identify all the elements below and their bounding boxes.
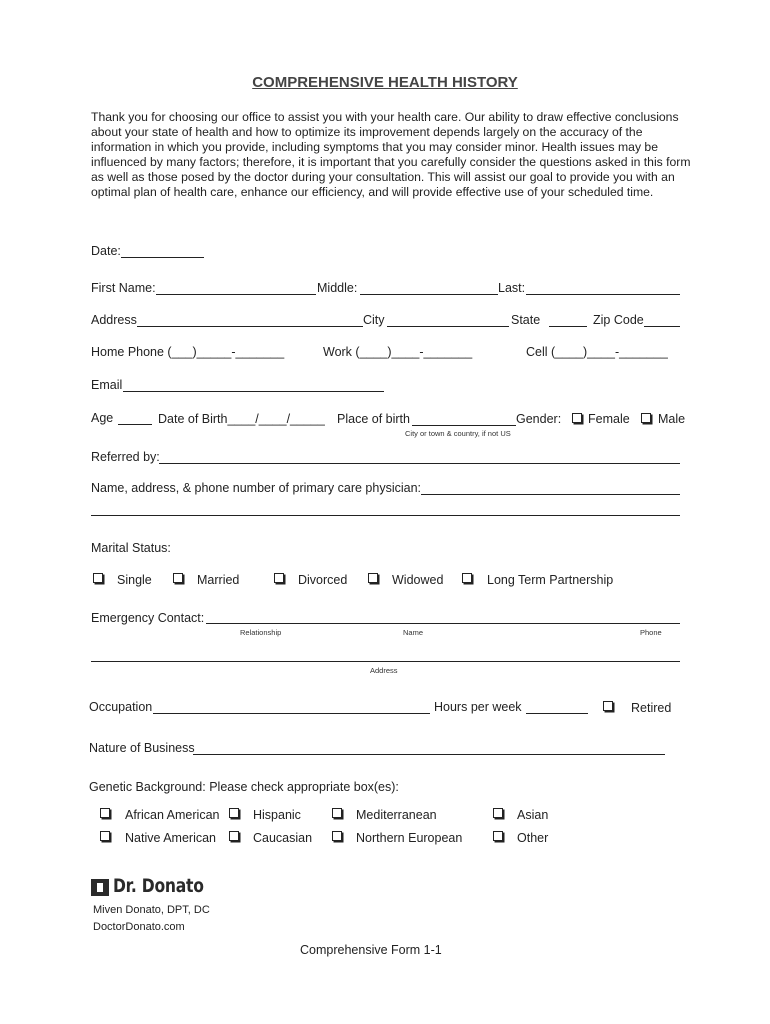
middle-field[interactable] bbox=[360, 294, 498, 295]
hours-per-week-field[interactable] bbox=[526, 713, 588, 714]
marital-checkbox-partnership[interactable] bbox=[462, 573, 472, 583]
occupation-label: Occupation bbox=[89, 700, 153, 714]
female-checkbox[interactable] bbox=[572, 413, 582, 423]
name-hint: Name bbox=[403, 628, 424, 637]
home-phone-field[interactable]: Home Phone (___)_____-_______ bbox=[91, 345, 285, 359]
referred-by-field[interactable] bbox=[159, 463, 680, 464]
place-of-birth-hint: City or town & country, if not US bbox=[405, 429, 511, 438]
marital-label-widowed: Widowed bbox=[392, 573, 444, 587]
genetic-background-label: Genetic Background: Please check appropriate box(es): bbox=[89, 780, 399, 794]
last-label: Last: bbox=[498, 281, 526, 295]
gender-label: Gender: bbox=[516, 412, 562, 426]
genetic-checkbox-asian[interactable] bbox=[493, 808, 503, 818]
genetic-label-native-american: Native American bbox=[125, 831, 217, 845]
marital-label-single: Single bbox=[117, 573, 152, 587]
state-label: State bbox=[511, 313, 541, 327]
address-hint: Address bbox=[370, 666, 398, 675]
city-field[interactable] bbox=[387, 326, 509, 327]
nature-of-business-label: Nature of Business bbox=[89, 741, 195, 755]
retired-checkbox[interactable] bbox=[603, 701, 613, 711]
dob-field[interactable]: Date of Birth____/____/_____ bbox=[158, 412, 325, 426]
relationship-hint: Relationship bbox=[240, 628, 282, 637]
address-field[interactable] bbox=[137, 326, 363, 327]
page-title: COMPREHENSIVE HEALTH HISTORY bbox=[252, 74, 518, 91]
marital-status-label: Marital Status: bbox=[91, 541, 171, 555]
referred-by-label: Referred by: bbox=[91, 450, 160, 464]
genetic-checkbox-caucasian[interactable] bbox=[229, 831, 239, 841]
male-checkbox[interactable] bbox=[641, 413, 651, 423]
emergency-address-field[interactable] bbox=[91, 661, 680, 662]
hours-per-week-label: Hours per week bbox=[434, 700, 522, 714]
first-name-label: First Name: bbox=[91, 281, 156, 295]
cell-phone-field[interactable]: Cell (____)____-_______ bbox=[526, 345, 668, 359]
retired-label: Retired bbox=[631, 701, 672, 715]
email-label: Email bbox=[91, 378, 123, 392]
date-label: Date: bbox=[91, 244, 121, 258]
clinic-logo-text: Dr. Donato bbox=[113, 875, 204, 897]
marital-checkbox-single[interactable] bbox=[93, 573, 103, 583]
genetic-label-mediterranean: Mediterranean bbox=[356, 808, 437, 822]
genetic-label-asian: Asian bbox=[517, 808, 549, 822]
male-label: Male bbox=[658, 412, 686, 426]
marital-label-divorced: Divorced bbox=[298, 573, 348, 587]
email-field[interactable] bbox=[123, 391, 384, 392]
form-id: Comprehensive Form 1-1 bbox=[300, 943, 442, 957]
genetic-checkbox-mediterranean[interactable] bbox=[332, 808, 342, 818]
age-label: Age bbox=[91, 411, 114, 425]
doctor-name: Miven Donato, DPT, DC bbox=[93, 904, 210, 916]
address-label: Address bbox=[91, 313, 137, 327]
marital-label-married: Married bbox=[197, 573, 240, 587]
last-field[interactable] bbox=[526, 294, 680, 295]
place-of-birth-label: Place of birth bbox=[337, 412, 410, 426]
emergency-contact-label: Emergency Contact: bbox=[91, 611, 205, 625]
genetic-checkbox-other[interactable] bbox=[493, 831, 503, 841]
place-of-birth-field[interactable] bbox=[412, 425, 516, 426]
genetic-checkbox-african-american[interactable] bbox=[100, 808, 110, 818]
emergency-contact-field[interactable] bbox=[206, 623, 680, 624]
state-field[interactable] bbox=[549, 326, 587, 327]
middle-label: Middle: bbox=[317, 281, 358, 295]
marital-checkbox-married[interactable] bbox=[173, 573, 183, 583]
nature-of-business-field[interactable] bbox=[193, 754, 665, 755]
intro-paragraph: Thank you for choosing our office to assist you with your health care. Our ability to draw effective conclusions about your state of health and how to optimize its improvement depends largely on the accuracy of the information in which you provide, including symptoms that you may consider minor. Health issues may be influenced by many factors; therefore, it is important that you carefully consider the questions asked in this form as well as those posed by the doctor during your consultation. This will assist our goal to provide you with an optimal plan of health care, enhance our efficiency, and will provide effective use of your scheduled time. bbox=[91, 110, 691, 200]
genetic-label-other: Other bbox=[517, 831, 549, 845]
zip-field[interactable] bbox=[644, 326, 680, 327]
genetic-label-african-american: African American bbox=[125, 808, 220, 822]
genetic-label-caucasian: Caucasian bbox=[253, 831, 313, 845]
genetic-checkbox-hispanic[interactable] bbox=[229, 808, 239, 818]
genetic-checkbox-northern-european[interactable] bbox=[332, 831, 342, 841]
genetic-label-northern-european: Northern European bbox=[356, 831, 463, 845]
pcp-field[interactable] bbox=[421, 494, 680, 495]
work-phone-field[interactable]: Work (____)____-_______ bbox=[323, 345, 473, 359]
genetic-checkbox-native-american[interactable] bbox=[100, 831, 110, 841]
occupation-field[interactable] bbox=[153, 713, 430, 714]
pcp-label: Name, address, & phone number of primary care physician: bbox=[91, 481, 422, 495]
genetic-label-hispanic: Hispanic bbox=[253, 808, 301, 822]
first-name-field[interactable] bbox=[156, 294, 316, 295]
phone-hint: Phone bbox=[640, 628, 662, 637]
age-field[interactable] bbox=[118, 424, 152, 425]
female-label: Female bbox=[588, 412, 630, 426]
date-field[interactable] bbox=[121, 257, 204, 258]
pcp-field-line-2[interactable] bbox=[91, 515, 680, 516]
zip-label: Zip Code bbox=[593, 313, 644, 327]
marital-checkbox-widowed[interactable] bbox=[368, 573, 378, 583]
marital-label-partnership: Long Term Partnership bbox=[487, 573, 614, 587]
clinic-logo-icon bbox=[91, 879, 109, 896]
city-label: City bbox=[363, 313, 385, 327]
marital-checkbox-divorced[interactable] bbox=[274, 573, 284, 583]
website: DoctorDonato.com bbox=[93, 921, 185, 933]
